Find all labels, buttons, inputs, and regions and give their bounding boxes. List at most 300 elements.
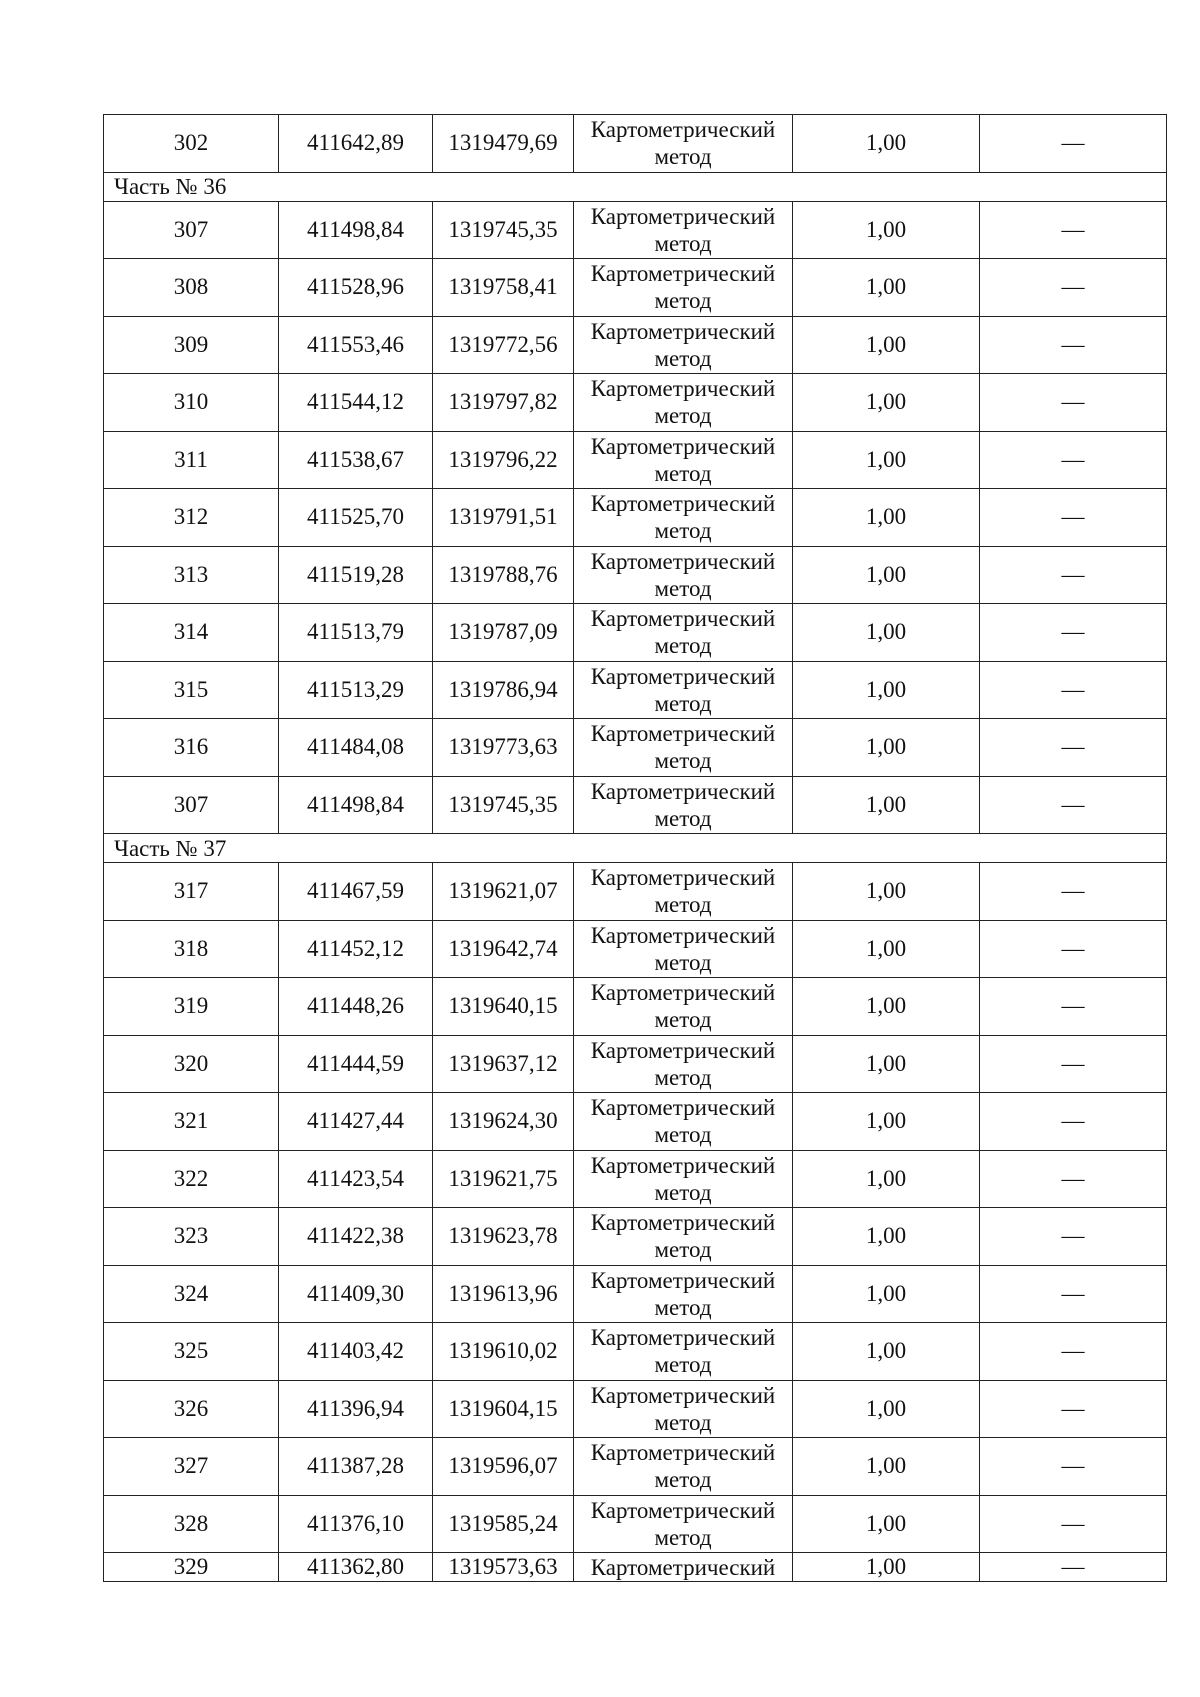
x-coordinate-cell [279,661,433,719]
y-coordinate: 1319640,15 [448,993,558,1019]
method-line-2: метод [654,1007,712,1033]
point-number-cell [104,374,279,432]
x-coordinate: 411525,70 [307,504,404,530]
point-number-cell [104,1380,279,1438]
x-coordinate-cell [279,115,433,173]
point-number: 324 [173,1280,209,1306]
note-cell [980,863,1167,921]
x-coordinate: 411538,67 [307,446,404,472]
y-coordinate: 1319791,51 [448,504,558,530]
method-cell [574,1553,793,1582]
y-coordinate: 1319621,07 [448,878,558,904]
point-number-cell [104,546,279,604]
table-row [104,661,1167,719]
note-dash: — [1061,1280,1085,1306]
point-number-cell [104,259,279,317]
x-coordinate: 411396,94 [307,1395,404,1421]
x-coordinate-cell [279,604,433,662]
point-number-cell [104,1438,279,1496]
method-line-1: Картометрический [590,1095,776,1121]
note-cell [980,1323,1167,1381]
x-coordinate-cell [279,201,433,259]
method-line-2: метод [654,345,712,371]
method-cell [574,719,793,777]
table-row [104,1553,1167,1582]
method-line-1: Картометрический [590,1554,776,1580]
y-coordinate: 1319642,74 [448,935,558,961]
y-coordinate-cell [433,374,574,432]
x-coordinate-cell [279,1093,433,1151]
accuracy-cell [793,1323,980,1381]
method-line-2: метод [654,144,712,170]
method-cell [574,489,793,547]
point-number: 313 [173,561,209,587]
method-line-2: метод [654,460,712,486]
y-coordinate: 1319621,75 [448,1165,558,1191]
point-number-cell [104,978,279,1036]
method-cell [574,201,793,259]
x-coordinate-cell [279,863,433,921]
y-coordinate-cell [433,1495,574,1553]
accuracy-value: 1,00 [865,619,907,645]
method-line-1: Картометрический [590,1382,776,1408]
accuracy-cell [793,316,980,374]
x-coordinate: 411423,54 [307,1165,404,1191]
y-coordinate-cell [433,978,574,1036]
method-line-1: Картометрический [590,663,776,689]
method-line-2: метод [654,1122,712,1148]
note-cell [980,1438,1167,1496]
point-number-cell [104,115,279,173]
accuracy-cell [793,978,980,1036]
accuracy-cell [793,661,980,719]
method-cell [574,1265,793,1323]
note-cell [980,546,1167,604]
accuracy-value: 1,00 [865,1050,907,1076]
y-coordinate: 1319624,30 [448,1108,558,1134]
note-cell [980,1495,1167,1553]
y-coordinate-cell [433,316,574,374]
y-coordinate-cell [433,604,574,662]
accuracy-cell [793,1093,980,1151]
x-coordinate-cell [279,1380,433,1438]
table-row [104,316,1167,374]
accuracy-cell [793,1265,980,1323]
x-coordinate-cell [279,1035,433,1093]
accuracy-cell [793,259,980,317]
method-line-1: Картометрический [590,922,776,948]
coordinates-table-body [104,115,1167,1582]
table-row [104,604,1167,662]
y-coordinate: 1319596,07 [448,1453,558,1479]
x-coordinate-cell [279,259,433,317]
part-label: Часть № 36 [114,174,227,199]
point-number-cell [104,1208,279,1266]
accuracy-cell [793,863,980,921]
note-dash: — [1061,1223,1085,1249]
part-header-cell [104,172,1167,201]
note-cell [980,259,1167,317]
method-cell [574,546,793,604]
method-line-2: метод [654,1064,712,1090]
x-coordinate-cell [279,546,433,604]
method-cell [574,316,793,374]
point-number: 317 [173,878,209,904]
method-cell [574,1438,793,1496]
note-cell [980,431,1167,489]
x-coordinate-cell [279,489,433,547]
x-coordinate: 411422,38 [307,1223,404,1249]
point-number: 325 [173,1338,209,1364]
method-line-1: Картометрический [590,1440,776,1466]
point-number: 321 [173,1108,209,1134]
x-coordinate: 411553,46 [307,331,404,357]
note-dash: — [1061,1050,1085,1076]
note-cell [980,374,1167,432]
method-line-1: Картометрический [590,548,776,574]
y-coordinate: 1319786,94 [448,676,558,702]
y-coordinate: 1319788,76 [448,561,558,587]
y-coordinate-cell [433,1323,574,1381]
method-line-2: метод [654,1524,712,1550]
method-line-1: Картометрический [590,203,776,229]
method-line-1: Картометрический [590,1497,776,1523]
x-coordinate-cell [279,431,433,489]
y-coordinate: 1319479,69 [448,130,558,156]
method-cell [574,374,793,432]
part-header-row [104,172,1167,201]
accuracy-cell [793,1380,980,1438]
accuracy-value: 1,00 [865,1165,907,1191]
method-cell [574,431,793,489]
accuracy-value: 1,00 [865,1510,907,1536]
note-dash: — [1061,504,1085,530]
accuracy-value: 1,00 [865,561,907,587]
note-dash: — [1061,1510,1085,1536]
method-line-1: Картометрический [590,433,776,459]
accuracy-cell [793,1150,980,1208]
accuracy-value: 1,00 [865,1554,907,1579]
point-number: 308 [173,274,209,300]
x-coordinate: 411467,59 [307,878,404,904]
accuracy-value: 1,00 [865,504,907,530]
note-cell [980,1035,1167,1093]
method-line-2: метод [654,690,712,716]
accuracy-value: 1,00 [865,130,907,156]
method-cell [574,863,793,921]
note-cell [980,1265,1167,1323]
note-cell [980,1380,1167,1438]
method-line-2: метод [654,230,712,256]
method-line-1: Картометрический [590,1152,776,1178]
note-dash: — [1061,331,1085,357]
method-line-1: Картометрический [590,318,776,344]
x-coordinate-cell [279,1323,433,1381]
note-cell [980,1150,1167,1208]
note-dash: — [1061,734,1085,760]
y-coordinate-cell [433,431,574,489]
method-line-1: Картометрический [590,1210,776,1236]
x-coordinate-cell [279,776,433,834]
y-coordinate-cell [433,719,574,777]
method-line-2: метод [654,1409,712,1435]
accuracy-cell [793,489,980,547]
method-line-2: метод [654,748,712,774]
accuracy-value: 1,00 [865,216,907,242]
x-coordinate: 411498,84 [307,216,404,242]
method-line-2: метод [654,1467,712,1493]
x-coordinate: 411444,59 [307,1050,404,1076]
note-dash: — [1061,1338,1085,1364]
accuracy-cell [793,1495,980,1553]
x-coordinate: 411387,28 [307,1453,404,1479]
note-cell [980,489,1167,547]
accuracy-value: 1,00 [865,734,907,760]
note-dash: — [1061,274,1085,300]
point-number: 316 [173,734,209,760]
note-dash: — [1061,1453,1085,1479]
note-cell [980,316,1167,374]
point-number-cell [104,604,279,662]
table-row [104,1150,1167,1208]
table-row [104,489,1167,547]
point-number-cell [104,719,279,777]
point-number: 315 [173,676,209,702]
x-coordinate-cell [279,920,433,978]
note-dash: — [1061,878,1085,904]
method-cell [574,920,793,978]
accuracy-value: 1,00 [865,676,907,702]
part-header-cell [104,834,1167,863]
x-coordinate: 411544,12 [307,389,404,415]
y-coordinate-cell [433,1208,574,1266]
point-number: 320 [173,1050,209,1076]
table-row [104,1035,1167,1093]
note-dash: — [1061,676,1085,702]
point-number-cell [104,661,279,719]
table-row [104,1380,1167,1438]
x-coordinate-cell [279,1265,433,1323]
x-coordinate: 411528,96 [307,274,404,300]
point-number-cell [104,201,279,259]
y-coordinate: 1319772,56 [448,331,558,357]
note-dash: — [1061,1554,1085,1579]
y-coordinate: 1319787,09 [448,619,558,645]
point-number-cell [104,1093,279,1151]
note-cell [980,1208,1167,1266]
note-dash: — [1061,446,1085,472]
x-coordinate: 411452,12 [307,935,404,961]
y-coordinate-cell [433,863,574,921]
method-line-1: Картометрический [590,980,776,1006]
table-row [104,115,1167,173]
point-number-cell [104,431,279,489]
table-row [104,776,1167,834]
y-coordinate: 1319745,35 [448,791,558,817]
method-line-1: Картометрический [590,117,776,143]
accuracy-cell [793,1438,980,1496]
point-number: 309 [173,331,209,357]
y-coordinate: 1319623,78 [448,1223,558,1249]
point-number-cell [104,1495,279,1553]
note-cell [980,978,1167,1036]
part-label: Часть № 37 [114,835,227,861]
accuracy-cell [793,431,980,489]
x-coordinate: 411448,26 [307,993,404,1019]
y-coordinate-cell [433,776,574,834]
method-line-1: Картометрический [590,491,776,517]
table-row [104,1438,1167,1496]
table-row [104,863,1167,921]
y-coordinate-cell [433,546,574,604]
x-coordinate: 411427,44 [307,1108,404,1134]
method-line-2: метод [654,518,712,544]
coordinates-table [103,114,1167,1582]
note-dash: — [1061,561,1085,587]
note-dash: — [1061,791,1085,817]
method-line-2: метод [654,949,712,975]
point-number-cell [104,316,279,374]
accuracy-value: 1,00 [865,274,907,300]
method-cell [574,661,793,719]
note-cell [980,604,1167,662]
accuracy-value: 1,00 [865,331,907,357]
accuracy-value: 1,00 [865,935,907,961]
table-row [104,1265,1167,1323]
method-line-2: метод [654,288,712,314]
x-coordinate-cell [279,1208,433,1266]
method-line-2: метод [654,403,712,429]
x-coordinate-cell [279,1495,433,1553]
accuracy-cell [793,920,980,978]
y-coordinate-cell [433,115,574,173]
x-coordinate: 411513,29 [307,676,404,702]
point-number: 319 [173,993,209,1019]
point-number: 322 [173,1165,209,1191]
note-cell [980,776,1167,834]
note-dash: — [1061,389,1085,415]
table-row [104,201,1167,259]
point-number: 318 [173,935,209,961]
y-coordinate: 1319797,82 [448,389,558,415]
table-row [104,920,1167,978]
y-coordinate-cell [433,1265,574,1323]
method-cell [574,1380,793,1438]
accuracy-cell [793,1208,980,1266]
method-line-1: Картометрический [590,865,776,891]
x-coordinate-cell [279,1438,433,1496]
method-cell [574,1035,793,1093]
y-coordinate-cell [433,1093,574,1151]
x-coordinate-cell [279,978,433,1036]
method-line-2: метод [654,575,712,601]
method-cell [574,776,793,834]
method-line-2: метод [654,1179,712,1205]
note-cell [980,1553,1167,1582]
method-cell [574,115,793,173]
note-dash: — [1061,130,1085,156]
y-coordinate: 1319796,22 [448,446,558,472]
point-number: 326 [173,1395,209,1421]
note-dash: — [1061,619,1085,645]
y-coordinate-cell [433,1380,574,1438]
accuracy-cell [793,546,980,604]
accuracy-value: 1,00 [865,993,907,1019]
x-coordinate: 411362,80 [307,1554,404,1579]
y-coordinate-cell [433,1438,574,1496]
point-number: 302 [173,130,209,156]
note-dash: — [1061,1395,1085,1421]
accuracy-cell [793,374,980,432]
method-line-1: Картометрический [590,778,776,804]
y-coordinate-cell [433,661,574,719]
x-coordinate: 411484,08 [307,734,404,760]
x-coordinate: 411513,79 [307,619,404,645]
method-cell [574,978,793,1036]
point-number: 307 [173,791,209,817]
table-row [104,1208,1167,1266]
x-coordinate-cell [279,374,433,432]
x-coordinate-cell [279,1553,433,1582]
x-coordinate: 411376,10 [307,1510,404,1536]
accuracy-cell [793,604,980,662]
x-coordinate: 411519,28 [307,561,404,587]
y-coordinate-cell [433,1150,574,1208]
method-line-1: Картометрический [590,261,776,287]
accuracy-value: 1,00 [865,1108,907,1134]
y-coordinate-cell [433,201,574,259]
method-line-1: Картометрический [590,606,776,632]
method-cell [574,1208,793,1266]
method-line-2: метод [654,1294,712,1320]
accuracy-value: 1,00 [865,791,907,817]
accuracy-value: 1,00 [865,1280,907,1306]
note-cell [980,115,1167,173]
method-cell [574,1323,793,1381]
note-cell [980,661,1167,719]
point-number-cell [104,863,279,921]
method-line-2: метод [654,805,712,831]
accuracy-value: 1,00 [865,1338,907,1364]
method-cell [574,1150,793,1208]
point-number: 311 [174,446,208,472]
note-dash: — [1061,216,1085,242]
point-number-cell [104,1265,279,1323]
point-number: 310 [173,389,209,415]
note-dash: — [1061,993,1085,1019]
method-cell [574,1495,793,1553]
x-coordinate: 411642,89 [307,130,404,156]
y-coordinate-cell [433,1035,574,1093]
y-coordinate: 1319773,63 [448,734,558,760]
accuracy-cell [793,719,980,777]
accuracy-value: 1,00 [865,446,907,472]
point-number: 327 [173,1453,209,1479]
accuracy-value: 1,00 [865,1395,907,1421]
y-coordinate: 1319573,63 [448,1554,558,1579]
note-dash: — [1061,1108,1085,1134]
part-header-row [104,834,1167,863]
x-coordinate-cell [279,719,433,777]
method-line-2: метод [654,892,712,918]
point-number: 307 [173,216,209,242]
method-line-2: метод [654,633,712,659]
note-cell [980,201,1167,259]
table-row [104,546,1167,604]
accuracy-cell [793,201,980,259]
method-line-1: Картометрический [590,1267,776,1293]
table-row [104,374,1167,432]
